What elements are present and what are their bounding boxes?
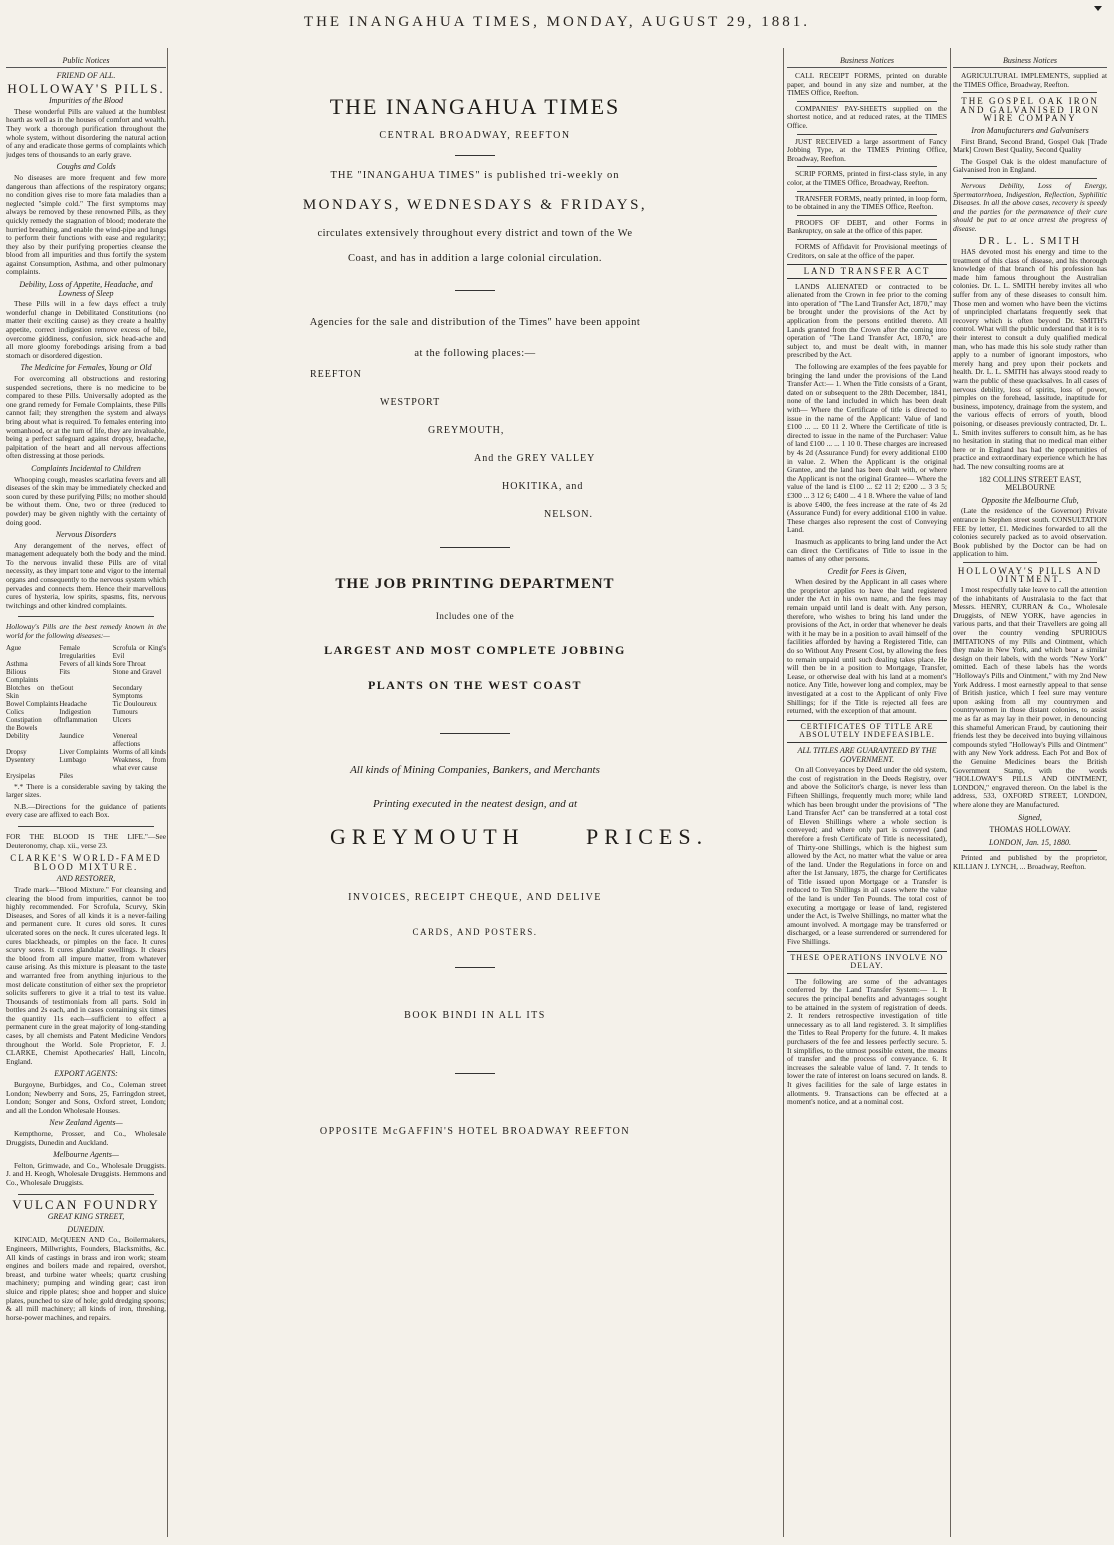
paragraph: LANDS ALIENATED or contracted to be alienated from the Crown in fee prior to the coming into operation of "The Land Transfer Act, 1870," may be brought under the provisions of the Act by application from the persons entitled thereto. All Lands granted from the Crown after the coming into operation of "The Land Transfer Act, 1870," are subject to, and must be dealt with, in manner prescribed by the Act. <box>787 281 947 360</box>
column-divider <box>167 48 168 1537</box>
subheading: Melbourne Agents— <box>53 1150 119 1160</box>
place-name: HOKITIKA, and <box>502 481 584 492</box>
paper-address: CENTRAL BROADWAY, REEFTON <box>379 130 571 141</box>
notice: TRANSFER FORMS, neatly printed, in loop form, to be obtained in any the TIMES Office, Reefton. <box>787 193 947 212</box>
disease-item: Tic Douloureux <box>112 699 157 708</box>
divider <box>18 826 154 827</box>
disease-item: Sore Throat <box>112 659 146 668</box>
divider <box>797 239 937 240</box>
place-name: WESTPORT <box>380 397 441 408</box>
subheading: The Medicine for Females, Young or Old <box>20 363 152 373</box>
ointment-title: HOLLOWAY'S PILLS AND OINTMENT. <box>957 565 1103 585</box>
paragraph: Kempthorne, Prosser, and Co., Wholesale Druggists, Dunedin and Auckland. <box>6 1129 166 1147</box>
disease-item: Ague <box>6 643 22 652</box>
paragraph: The following are some of the advantages conferred by the Land Transfer System:— 1. It secures the principal benefits and advantages sought to be attained in the system of registration of deeds. 2. It renders retrospective investigation of title unnecessary as to all land registered. 3. It simplifies the Titles to Real Property for the future. 4. It makes purchasers of the fee and lessees perfectly secure. 5. It simplifies, to the utmost possible extent, the means of transfer and the process of conveyance. 6. It increases the saleable value of land. 7. It tends to lower the rate of interest on loans secured on lands. 8. It gives facilities for the sale of large estates in allotments. 9. Transactions can be effected at a moment's notice, and at a nominal cost. <box>787 976 947 1107</box>
disease-item: Venereal affections <box>112 731 141 748</box>
masthead: THE INANGAHUA TIMES, MONDAY, AUGUST 29, 1881. <box>303 14 811 30</box>
paragraph: KINCAID, McQUEEN AND Co., Boilermakers, Engineers, Millwrights, Founders, Blacksmiths, &c. All kinds of castings in brass and iron work; steam engines and boilers made and repaired, overshot, breast, and turbine water wheels; quartz crushing machinery; pumping and winding gear; cast iron sluice and ripple plates; shoe and hopper and sluice plates, punched to size of hole; gold dredging spoons; & all mill machinery; all kinds of iron, threshing, horse-power machines, and repairs. <box>6 1235 166 1322</box>
land-transfer-title: LAND TRANSFER ACT <box>787 264 947 279</box>
place-name: REEFTON <box>310 369 362 380</box>
subheading: Impurities of the Blood <box>49 96 123 106</box>
disease-item: Headache <box>59 699 87 708</box>
paragraph: Trade mark—"Blood Mixture." For cleansing and clearing the blood from impurities, cannot be too highly recommended. For Scrofula, Scurvy, Skin Diseases, and Sores of all kinds it is a never-failing and permanent cure. It cures old sores. It cures ulcerated sores on the neck. It cures ulcerated legs. It cures blackheads, or pimples on the face. It cures scurvy sores. It cures glandular swellings. It clears the blood from all impure matter, from whatever cause arising. As this mixture is pleasant to the taste and warranted free from anything injurious to the most delicate constitution of either sex the proprietor solicits sufferers to give it a trial to test its value. Thousands of testimonials from all parts. Sold in bottles and 2s each, and in cases containing six times the quantity 11s each—sufficient to effect a permanent cure in the great majority of long-standing cases, by all chemists and Patent Medicine Vendors throughout the World. Sole Proprietor, F. J. CLARKE, Chemist Apothecaries' Hall, Lincoln, England. <box>6 884 166 1066</box>
divider <box>440 547 510 548</box>
disease-item: Dysentery <box>6 755 35 764</box>
subheading: LONDON, Jan. 15, 1880. <box>988 837 1071 847</box>
disease-item: Debility <box>6 731 29 740</box>
divider <box>797 215 937 216</box>
paragraph: Printed and published by the proprietor, KILLIAN J. LYNCH, ... Broadway, Reefton. <box>953 853 1107 871</box>
paragraph: Inasmuch as applicants to bring land under the Act can direct the Certificates of Title to issue in the names of any other persons. <box>787 536 947 564</box>
notice: SCRIP FORMS, printed in first-class style, in any color, at the TIMES Office, Broadway, Reefton. <box>787 169 947 187</box>
invoices-text: INVOICES, RECEIPT CHEQUE, AND DELIVE <box>348 892 602 903</box>
paragraph: No diseases are more frequent and few more dangerous than affections of the respiratory organs; no condition gives rise to more fata maladies than a neglected "simple cold." The first symptoms may always be removed by these renowned Pills, as they quickly remedy the stagnation of blood; moderate the hurried breathing, and enable the wind-pipe and lungs to perform their functions with ease and regularity; they also by their purifying properties cleanse the blood from all impurities and thus fortify the system against Consumption, Asthma, and other pulmonary complaints. <box>6 172 166 277</box>
includes-text: Includes one of the <box>435 611 515 621</box>
divider <box>440 733 510 734</box>
column-divider <box>783 48 784 1537</box>
notice: FORMS of Affidavit for Provisional meetings of Creditors, on sale at the office of the paper. <box>787 241 947 260</box>
notice: PROOFS OF DEBT, and other Forms in Bankruptcy, on sale at the office of this paper. <box>787 217 947 236</box>
disease-item: Piles <box>59 771 73 780</box>
divider <box>797 101 937 102</box>
publication-days: MONDAYS, WEDNESDAYS & FRIDAYS, <box>302 197 648 213</box>
prices-right: PRICES. <box>586 824 709 849</box>
notice: COMPANIES' PAY-SHEETS supplied on the shortest notice, and at reduced rates, at the TIMES Office. <box>787 103 947 130</box>
paragraph: N.B.—Directions for the guidance of patients every case are affixed to each Box. <box>6 801 166 820</box>
paragraph: These Pills will in a few days effect a truly wonderful change in Debilitated Constitutions (no matter their exciting cause) as they create a healthy appetite, correct indigestion remove excess of bile, overcome giddiness, confusion, sick head-ache and all more gloomy forebodings arising from a bad stomach or disordered digestion. <box>6 299 166 360</box>
divider <box>455 155 495 156</box>
notice: AGRICULTURAL IMPLEMENTS, supplied at the TIMES Office, Broadway, Reefton. <box>953 71 1107 89</box>
disease-item: Worms of all kinds <box>112 747 166 756</box>
disease-list <box>6 644 166 780</box>
paragraph: On all Conveyances by Deed under the old system, the cost of registration in the Deeds Registry, over and above the Solicitor's charge, is never less than Fifteen Shillings, frequently much more; while land which has been brought under the provisions of "The Land Transfer Act" can be transferred at a total cost of Eleven Shillings where a whole section is conveyed; and where only part is conveyed (and therefore a fresh Certificate of Title is necessitated), of Thirty-one Shillings, which is the highest sum allowed by the Act, no matter what the value or area of the land. Under the Regulations in force on and after the 1st January, 1875, the charge for Certificates of Title issued upon Mortgage or a Transfer is reduced to Ten Shillings in all cases where the value of the land is under Ten Pounds. The total cost of executing a mortgage or lease of land, registered under the Act, is Twelve Shillings, no matter what the amount involved. A mortgage may be transferred or discharged, or a lease surrendered or surrendered for Five Shillings. <box>787 765 947 947</box>
divider <box>963 562 1097 563</box>
subheading: THOMAS HOLLOWAY. <box>989 825 1071 835</box>
subheading: Complaints Incidental to Children <box>31 463 141 473</box>
doctor-title: DR. L. L. SMITH <box>978 235 1082 247</box>
divider <box>18 1194 154 1195</box>
published-text: THE "INANGAHUA TIMES" is published tri-weekly on <box>330 170 620 181</box>
subheading: Debility, Loss of Appetite, Headache, and Lowness of Sleep <box>19 280 153 298</box>
paragraph: Burgoyne, Burbidges, and Co., Coleman street London; Newberry and Sons, 25, Farringdon street, London; Songer and Sons, Oxford street, London; and all the London Wholesale Houses. <box>6 1080 166 1115</box>
corner-arrow-icon <box>1094 6 1102 11</box>
divider <box>963 850 1097 851</box>
divider <box>963 92 1097 93</box>
paragraph: Felton, Grimwade, and Co., Wholesale Druggists. J. and H. Keogh, Wholesale Druggists. Hemmons and Co., Wholesale Druggists. <box>6 1160 166 1187</box>
column-divider <box>950 48 951 1537</box>
disease-item: Gout <box>59 683 74 692</box>
job-printing-title: THE JOB PRINTING DEPARTMENT <box>335 576 615 592</box>
column-business-notices <box>787 50 947 1537</box>
paragraph: For overcoming all obstructions and restoring suspended secretions, there is no medicine to be compared to these Pills. Universally adopted as the one grand remedy for Female Complaints, these Pills cannot fail; they strengthen the system and always bring about what is required. To females entering into womanhood, or at the turn of life, they are invaluable, being a perfect safeguard against dropsy, headache, palpitation of the heart and all nervous affections often distressing at those periods. <box>6 374 166 461</box>
disease-item: Scrofula or King's Evil <box>112 643 166 660</box>
paragraph: Holloway's Pills are the best remedy known in the world for the following diseases:— <box>6 622 166 641</box>
subheading: Credit for Fees is Given, <box>827 566 907 576</box>
circulation-text: Coast, and has in addition a large colonial circulation. <box>347 253 603 264</box>
paragraph: Any derangement of the nerves, effect of management adequately both the body and the mind. To the nervous invalid these Pills are of vital necessity, as they impart tone and vigor to the internal organs and consequently to the nervous system which pervades and connects them. Hence their marvellous cures of hysteria, low spirits, spasms, fits, nervous twitchings and other kindred complaints. <box>6 540 166 610</box>
place-name: And the GREY VALLEY <box>474 453 596 464</box>
column-header: Public Notices <box>6 56 166 68</box>
prices-left: GREYMOUTH <box>330 824 525 849</box>
disease-item: Tumours <box>112 707 138 716</box>
disease-item: Ulcers <box>112 715 131 724</box>
paragraph: *.* There is a considerable saving by taking the larger sizes. <box>6 781 166 800</box>
column-public-notices <box>6 50 166 1537</box>
notice: JUST RECEIVED a large assortment of Fancy Jobbing Type, at the TIMES Printing Office, Broadway, Reefton. <box>787 136 947 163</box>
opposite-text: OPPOSITE McGAFFIN'S HOTEL BROADWAY REEFTON <box>319 1126 631 1137</box>
divider <box>455 1073 495 1074</box>
certificates-title: CERTIFICATES OF TITLE ARE ABSOLUTELY INDEFEASIBLE. <box>787 720 947 743</box>
place-name: NELSON. <box>544 509 593 520</box>
disease-item: Bowel Complaints <box>6 699 59 708</box>
paragraph: The following are examples of the fees payable for bringing the land under the provisions of the Land Transfer Act:— 1. When the Title consists of a Grant, dated on or subsequent to the 28th December, 1841, none of the land included in which has been dealt with— Where the Certificate of title is directed to issue in the name of the Applicant: Value of land £100 ... ... £0 11 2. Where the Certificate of title is directed to issue in the name of the Purchaser: Value of land £100 ... ... 1 10 0. These charges are increased by 4s 2d (Assurance Fund) for every additional £100 in value. 2. When the Applicant is the original Grantee, and the land has been dealt with, or where the Applicant is not the original Grantee— Where the value of the land is £100 ... £2 11 2; £200 ... 3 3 5; £300 ... 3 12 6; £400 ... 4 1 8. Where the value of land is above £400, the fees increase at the rate of 4s 2d (Assurance Fund) for every additional £100 in value. These charges also represent the cost of Conveying Land. <box>787 362 947 535</box>
disease-item: Stone and Gravel <box>112 667 162 676</box>
disease-item: Colics <box>6 707 24 716</box>
disease-item: Jaundice <box>59 731 84 740</box>
disease-item: Inflammation <box>59 715 98 724</box>
agencies-text: Agencies for the sale and distribution of the Times" have been appoint <box>309 317 641 328</box>
paragraph: HAS devoted most his energy and time to the treatment of this class of disease, and his thorough knowledge of that branch of his profession has made him famous throughout the Australian colonies. Dr. L. L. SMITH hereby invites all who suffer from any of these diseases to consult him. Those men and women who have been the victims of unprincipled charlatans frequently seek that recovery which is often beyond Dr. SMITH's control. What will the public understand that it is to their interest to consult a duly qualified medical man, who has made this his sole study rather than apply to a number of ignorant impostors, who merely hang and prey upon their pockets and health. Dr. L. L. SMITH has always stood ready to warn the public of these quacksalves. In all cases of nervous debility, loss of spirits, loss of power, pimples on the forehead, lassitude, inaptitude for business, impotency, drainage from the system, and the various effects of errors of youth, blood poisoning, or diseases previously contracted, Dr. L. L. Smith invites sufferers to consult him, as he has no hesitation in stating that no medical man either here or in England has had the opportunities of practice and extraordinary experience which he has had. The new consulting rooms are at <box>953 247 1107 471</box>
disease-item: Fits <box>59 667 70 676</box>
disease-item: Asthma <box>6 659 28 668</box>
disease-item <box>113 772 166 780</box>
subheading: ALL TITLES ARE GUARANTEED BY THE GOVERNMENT. <box>797 745 937 764</box>
disease-item: Bilious Complaints <box>6 667 39 684</box>
divider <box>797 191 937 192</box>
disease-item: Weakness, from what ever cause <box>112 755 166 772</box>
printing-text: Printing executed in the neatest design, and at <box>372 798 578 810</box>
notice: CALL RECEIPT FORMS, printed on durable paper, and bound in any size and number, at the TIMES Office, Reefton. <box>787 71 947 98</box>
circulation-text: circulates extensively throughout every district and town of the We <box>317 228 633 239</box>
gospel-oak-title: THE GOSPEL OAK IRON AND GALVANISED IRON WIRE COMPANY <box>959 96 1100 124</box>
paragraph: FOR THE BLOOD IS THE LIFE."—See Deuteronomy, chap. xii., verse 23. <box>6 832 166 850</box>
paragraph: First Brand, Second Brand, Gospel Oak [Trade Mark] Crown Best Quality, Second Quality <box>953 136 1107 155</box>
disease-item: Liver Complaints <box>59 747 109 756</box>
subheading: Opposite the Melbourne Club, <box>981 495 1079 505</box>
column-business-notices-right <box>953 50 1107 1537</box>
paragraph: The Gospel Oak is the oldest manufacture of Galvanised Iron in England. <box>953 156 1107 175</box>
divider <box>797 134 937 135</box>
subheading: AND RESTORER, <box>56 874 116 884</box>
plants-text: PLANTS ON THE WEST COAST <box>367 678 583 692</box>
subheading: Nervous Disorders <box>55 530 117 540</box>
disease-item: Constipation of the Bowels <box>6 715 60 732</box>
divider <box>963 178 1097 179</box>
subheading: Coughs and Colds <box>56 162 116 172</box>
divider <box>455 967 495 968</box>
disease-item: Blotches on the Skin <box>6 683 60 700</box>
subheading: Signed, <box>1018 812 1042 822</box>
paper-title: THE INANGAHUA TIMES <box>329 94 621 119</box>
agencies-text: at the following places:— <box>414 348 536 359</box>
paragraph: (Late the residence of the Governor) Private entrance in Stephen street south. CONSULTATION FEE by letter, £1. Medicines forwarded to all the colonies securely packed as to avoid observation. Book published by the Doctor can be had on application to him. <box>953 506 1107 559</box>
disease-item: Dropsy <box>6 747 27 756</box>
holloway-title: HOLLOWAY'S PILLS. <box>7 80 165 96</box>
column-header: Business Notices <box>953 56 1107 68</box>
paragraph: When desired by the Applicant in all cases where the proprietor applies to have the land registered under the Act in his own name, and the fees may remain unpaid until land is dealt with. Any person, therefore, who wishes to bring his land under the provisions of the Act, in order that whenever he deals with it he may be in a position to avail himself of the facilities afforded by having a Registered Title, can do so Without Any Present Cost, by allowing the fees to remain unpaid until such dealing takes place. He will then be in a position to Mortgage, Transfer, Lease, or otherwise deal with his land at a moment's notice. Any Title, however long and complex, may be investigated at a cost to the Applicant of only Five Shillings; for if the Title is rejected all fees are returned, with the exception of that amount. <box>787 577 947 716</box>
cards-text: CARDS, AND POSTERS. <box>412 927 538 937</box>
clarke-title: CLARKE'S WORLD-FAMED BLOOD MIXTURE. <box>10 853 162 872</box>
disease-item: Fevers of all kinds <box>59 659 112 668</box>
vulcan-title: VULCAN FOUNDRY <box>12 1196 160 1212</box>
subheading: EXPORT AGENTS: <box>54 1069 118 1079</box>
mining-text: All kinds of Mining Companies, Bankers, and Merchants <box>350 764 600 776</box>
disease-item: Lumbago <box>59 755 87 764</box>
operations-title: THESE OPERATIONS INVOLVE NO DELAY. <box>787 951 947 974</box>
book-binding-text: BOOK BINDI IN ALL ITS <box>404 1010 546 1021</box>
paragraph: Nervous Debility, Loss of Energy, Spermatorrhoea, Indigestion, Reflection, Syphilitic Diseases. In all the above cases, recovery is speedy and the parties for the permanence of their cure should be put to at once arrest the progress of disease. <box>953 180 1107 233</box>
divider <box>455 290 495 291</box>
divider <box>797 166 937 167</box>
largest-text: LARGEST AND MOST COMPLETE JOBBING <box>324 643 626 657</box>
column-header: Business Notices <box>787 56 947 68</box>
disease-item: Indigestion <box>59 707 91 716</box>
notice-heading: FRIEND OF ALL. <box>56 71 116 80</box>
paragraph: I most respectfully take leave to call the attention of the inhabitants of Australasia to the fact that Messrs. HENRY, CURRAN & Co., Wholesale Druggists, of NEW YORK, have agencies in various parts, and that their Travellers are going all over the country vending SPURIOUS IMITATIONS of my Pills and Ointment, which they make in New York, and which bear a similar design on their labels, with the words "New York" omitted. Each of these labels has the words "Holloway's Pills and Ointment," with my 2nd New York Address. I most earnestly appeal to that sense of British justice, which I feel sure may venture upon asking from all my countrymen and countrywomen in those distant colonies, to assist me as far as may lay in their power, in denouncing this shameful American Fraud, by cautioning their friends lest they be deceived into buying villainous compounds styled "Holloway's Pills and Ointment" with any New York address. Each Pot and Box of the Genuine Medicines bears the British Government Stamp, with the words "HOLLOWAY'S PILLS AND OINTMENT, LONDON," engraved thereon. On the label is the address, 533, OXFORD STREET, LONDON, where alone they are Manufactured. <box>953 585 1107 809</box>
disease-item: Erysipelas <box>6 771 36 780</box>
disease-item: Female Irregularities <box>59 643 96 660</box>
subheading: DUNEDIN. <box>67 1224 105 1234</box>
place-name: GREYMOUTH, <box>428 425 505 436</box>
subheading: GREAT KING STREET, <box>47 1212 125 1222</box>
disease-item: Secondary Symptoms <box>112 683 143 700</box>
column-times-advertisement <box>170 50 780 1537</box>
subheading: New Zealand Agents— <box>49 1118 123 1128</box>
divider <box>18 616 154 617</box>
paragraph: Whooping cough, measles scarlatina fevers and all diseases of the skin may be immediately checked and soon cured by these purifying Pills; no mother should be without them. One, two or three (reduced to powder) may be given nightly with the certainty of doing good. <box>6 474 166 527</box>
subheading: 182 COLLINS STREET EAST, MELBOURNE <box>978 474 1082 493</box>
paragraph: These wonderful Pills are valued at the humblest hearth as well as in the houses of comfort and wealth. They work a thorough purification throughout the whole system, without disordering the natural action of any and eradicate those germs of complaints which judges tens of thousands to an early grave. <box>6 106 166 159</box>
subheading: Iron Manufacturers and Galvanisers <box>971 125 1089 135</box>
